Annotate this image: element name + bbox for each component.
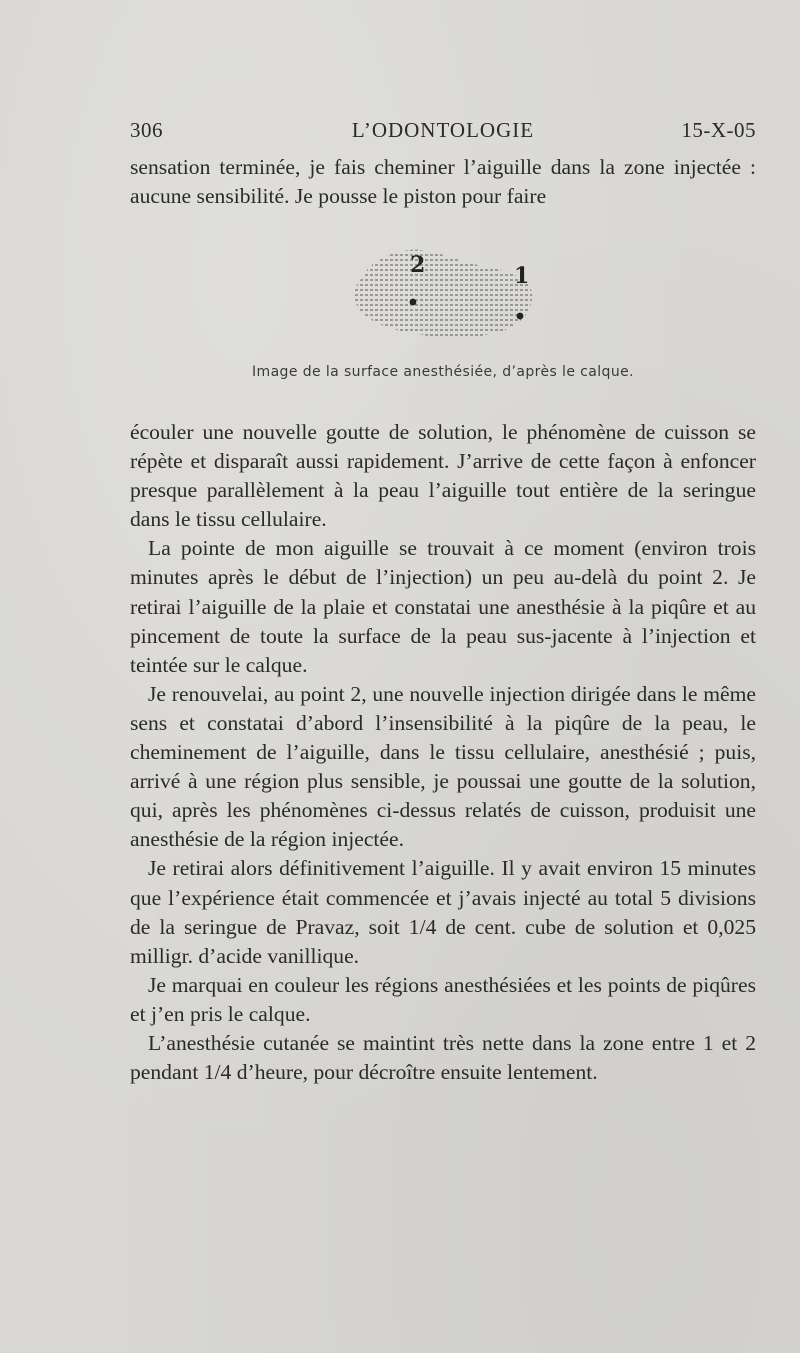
hatched-area-illustration (340, 238, 540, 353)
paragraph: écouler une nouvelle goutte de solution, le phénomène de cuisson se répète et disparaît aussi rapidement. J’arrive de cette façon à enfoncer presque parallèlement à la peau l’aiguille tout entière de la seringue dans le tissu cellulaire. (130, 420, 756, 532)
point-label-1: 1 (514, 263, 530, 289)
journal-title: L’ODONTOLOGIE (351, 118, 535, 142)
paragraph-fragment: sensation terminée, je fais cheminer l’aiguille dans la zone injectée : aucune sensibilité. Je pousse le piston pour faire (130, 155, 756, 209)
anesthesia-figure (340, 238, 540, 353)
paragraph: L’anesthésie cutanée se maintint très nette dans la zone entre 1 et 2 pendant 1/4 d’heure, pour décroître ensuite lentement. (130, 1030, 756, 1085)
figure-caption: Image de la surface anesthésiée, d’après le calque. (252, 364, 634, 380)
paragraph: Je retirai alors définitivement l’aiguille. Il y avait environ 15 minutes que l’expérience était commencée et j’avais injecté au total 5 divisions de la seringue de Pravaz, soit 1/4 de cent. cube de solution et 0,025 milligr. d’acide vanillique. (130, 856, 756, 968)
paragraph: Je marquai en couleur les régions anesthésiées et les points de piqûres et j’en pris le calque. (130, 972, 756, 1026)
injection-point-1-dot (517, 313, 524, 320)
paragraph: La pointe de mon aiguille se trouvait à ce moment (environ trois minutes après le début de l’injection) un peu au-delà du point 2. Je retirai l’aiguille de la plaie et constatai une anesthésie à la piqûre et au pincement de toute la surface de la peau sus-jacente à l’injection et teintée sur le calque. (130, 536, 756, 677)
page-number: 306 (130, 118, 163, 142)
point-label-2: 2 (410, 252, 426, 278)
paragraph: Je renouvelai, au point 2, une nouvelle injection dirigée dans le même sens et constatai d’abord l’insensibilité à la piqûre de la peau, le cheminement de l’aiguille, dans le tissu cellulaire, anesthésié ; puis, arrivé à une région plus sensible, je poussai une goutte de la solution, qui, après les phénomènes ci-dessus relatés de cuisson, produisit une anesthésie de la région injectée. (130, 681, 756, 852)
injection-point-2-dot (410, 299, 417, 306)
hatching-lines (340, 250, 540, 335)
issue-date: 15-X-05 (681, 118, 756, 142)
top-paragraph (130, 153, 756, 211)
running-header (130, 118, 756, 148)
main-text (130, 418, 756, 1087)
